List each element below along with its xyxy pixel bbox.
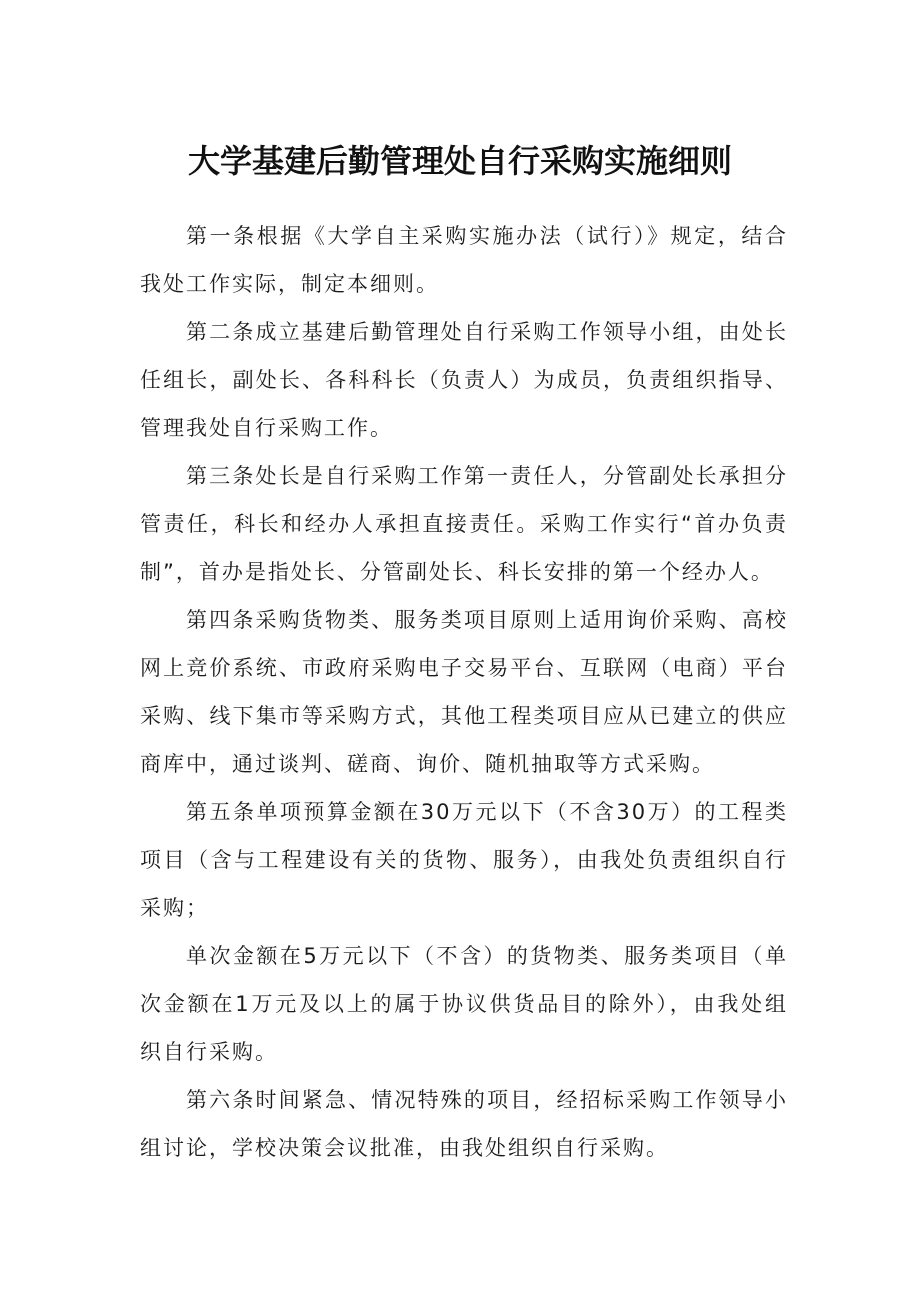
document-body [140, 212, 788, 1172]
article-5-paragraph: 第五条单项预算金额在30万元以下（不含30万）的工程类项目（含与工程建设有关的货物、服务），由我处负责组织自行采购； [140, 800, 788, 920]
article-5-continuation-paragraph: 单次金额在5万元以下（不含）的货物类、服务类项目（单次金额在1万元及以上的属于协议供货品目的除外），由我处组织自行采购。 [140, 944, 788, 1064]
article-2-paragraph: 第二条成立基建后勤管理处自行采购工作领导小组，由处长任组长，副处长、各科科长（负责人）为成员，负责组织指导、管理我处自行采购工作。 [140, 320, 788, 440]
article-4-paragraph: 第四条采购货物类、服务类项目原则上适用询价采购、高校网上竞价系统、市政府采购电子交易平台、互联网（电商）平台采购、线下集市等采购方式，其他工程类项目应从已建立的供应商库中，通过谈判、磋商、询价、随机抽取等方式采购。 [140, 608, 788, 776]
article-1-paragraph: 第一条根据《大学自主采购实施办法（试行）》规定，结合我处工作实际，制定本细则。 [140, 224, 788, 296]
article-3-paragraph: 第三条处长是自行采购工作第一责任人，分管副处长承担分管责任，科长和经办人承担直接责任。采购工作实行“首办负责制”，首办是指处长、分管副处长、科长安排的第一个经办人。 [140, 464, 788, 584]
document-title: 大学基建后勤管理处自行采购实施细则 [187, 142, 732, 180]
article-6-paragraph: 第六条时间紧急、情况特殊的项目，经招标采购工作领导小组讨论，学校决策会议批准，由我处组织自行采购。 [140, 1088, 788, 1160]
